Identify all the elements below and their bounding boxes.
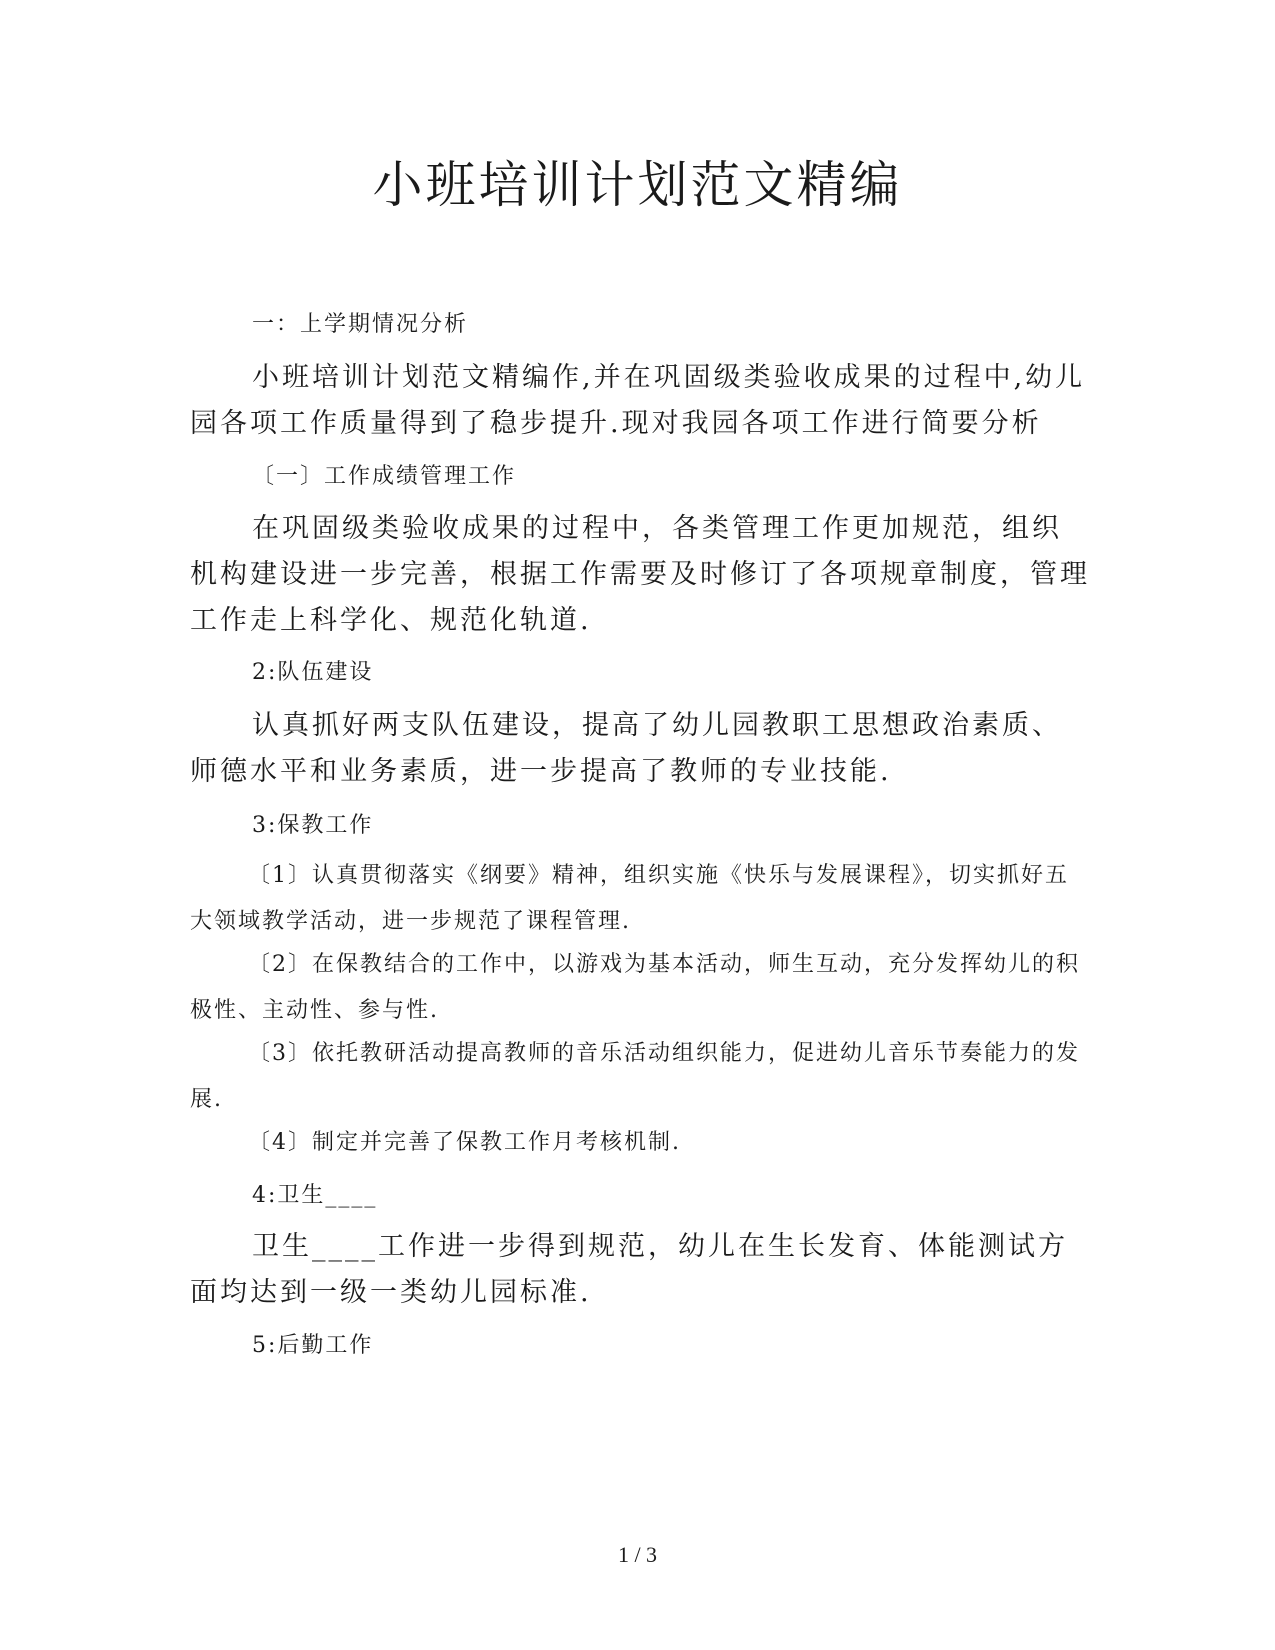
subsection-heading-2: 2:队伍建设 <box>252 660 374 685</box>
section-heading-1: 一：上学期情况分析 <box>252 312 469 337</box>
body-paragraph-3: 认真抓好两支队伍建设，提高了幼儿园教职工思想政治素质、师德水平和业务素质，进一步提高了教师的专业技能. <box>190 710 1062 787</box>
list-item-1: 〔1〕认真贯彻落实《纲要》精神，组织实施《快乐与发展课程》，切实抓好五大领域教学活动，进一步规范了课程管理. <box>190 863 1069 934</box>
body-paragraph-1: 小班培训计划范文精编作,并在巩固级类验收成果的过程中,幼儿园各项工作质量得到了稳步提升.现对我园各项工作进行简要分析 <box>190 362 1086 439</box>
document-title: 小班培训计划范文精编 <box>372 156 903 214</box>
list-item-2: 〔2〕在保教结合的工作中，以游戏为基本活动，师生互动，充分发挥幼儿的积极性、主动性、参与性. <box>190 952 1080 1023</box>
page-number: 1 / 3 <box>617 1542 658 1567</box>
list-item-4: 〔4〕制定并完善了保教工作月考核机制. <box>248 1130 681 1155</box>
subsection-heading-1: 〔一〕工作成绩管理工作 <box>252 464 517 489</box>
list-item-3: 〔3〕依托教研活动提高教师的音乐活动组织能力，促进幼儿音乐节奏能力的发展. <box>190 1041 1080 1112</box>
subsection-heading-4: 4:卫生____ <box>252 1183 378 1208</box>
subsection-heading-5: 5:后勤工作 <box>252 1333 374 1358</box>
body-paragraph-4: 卫生____工作进一步得到规范，幼儿在生长发育、体能测试方面均达到一级一类幼儿园标准. <box>190 1231 1068 1308</box>
body-paragraph-2: 在巩固级类验收成果的过程中，各类管理工作更加规范，组织机构建设进一步完善，根据工作需要及时修订了各项规章制度，管理工作走上科学化、规范化轨道. <box>190 513 1090 636</box>
subsection-heading-3: 3:保教工作 <box>252 813 374 838</box>
